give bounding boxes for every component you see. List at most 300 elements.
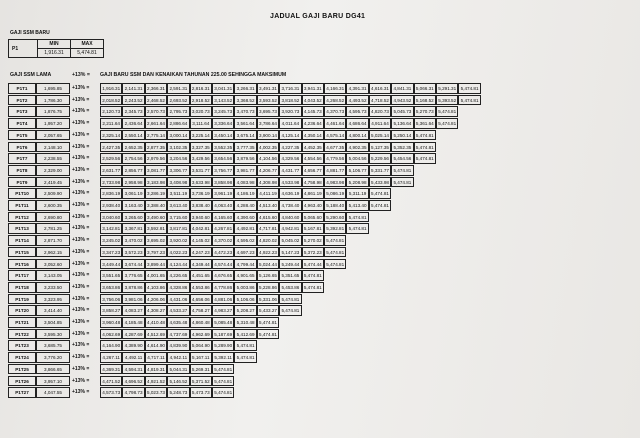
salary-step-cell: 3,900.14 [257,130,279,141]
salary-step-cell: 5,372.23 [302,247,324,258]
salary-step-cell: 3,838.40 [190,200,212,211]
salary-step-cell: 3,286.19 [145,188,167,199]
salary-step-cell: 2,550.14 [122,130,144,141]
salary-step-cell: 4,451.65 [190,270,212,281]
salary-step-cell: 4,471.52 [100,376,122,387]
salary-step-cell: 3,041.31 [212,83,234,94]
grade-cell: P1T16 [8,259,36,270]
salary-step-cell: 5,188.40 [324,200,346,211]
salary-step-cell: 4,492.81 [234,223,256,234]
salary-step-cell: 3,450.14 [212,130,234,141]
old-salary-cell: 2,329.00 [36,165,70,176]
salary-step-cell: 5,474.44 [302,259,324,270]
salary-step-cell: 2,366.31 [145,83,167,94]
salary-step-cell: 4,308.98 [257,177,279,188]
salary-step-cell: 3,367.81 [122,223,144,234]
salary-step-cell: 5,474.81 [257,329,279,340]
salary-step-cell: 4,226.65 [167,270,189,281]
salary-step-cell: 3,142.81 [100,223,122,234]
salary-step-cell: 4,083.27 [122,305,144,316]
salary-step-cell: 3,470.02 [122,235,144,246]
salary-step-cell: 3,899.44 [145,259,167,270]
salary-step-cell: 3,777.35 [234,142,256,153]
salary-step-cell: 4,962.69 [190,329,212,340]
grade-cell: P1T24 [8,352,36,363]
grade-cell: P1T26 [8,376,36,387]
salary-step-cell: 4,942.81 [279,223,301,234]
salary-step-cell: 3,674.44 [122,259,144,270]
salary-step-cell: 5,106.06 [234,294,256,305]
salary-step-cell: 5,453.86 [279,282,301,293]
salary-step-cell: 4,206.77 [257,165,279,176]
salary-step-cell: 5,146.52 [167,376,189,387]
salary-step-cell: 4,022.23 [167,247,189,258]
salary-step-cell: 4,921.52 [145,376,167,387]
salary-step-cell: 4,738.40 [279,200,301,211]
grade-cell: P1T14 [8,235,36,246]
salary-step-cell: 5,066.31 [414,83,436,94]
min-max-header-row [9,40,104,49]
salary-step-cell: 5,474.81 [436,118,458,129]
salary-step-cell: 4,614.90 [145,340,167,351]
salary-step-cell: 5,248.73 [167,387,189,398]
salary-step-cell: 3,327.35 [190,142,212,153]
salary-step-cell: 4,043.52 [302,95,324,106]
salary-step-cell: 5,474.81 [391,177,413,188]
salary-step-cell: 5,474.81 [414,153,436,164]
salary-step-cell: 4,758.98 [302,177,324,188]
salary-step-cell: 4,165.60 [212,212,234,223]
salary-step-cell: 2,570.73 [145,106,167,117]
salary-step-cell: 5,392.11 [212,352,234,363]
salary-step-cell: 4,063.40 [212,200,234,211]
salary-step-cell: 5,004.56 [346,153,368,164]
salary-step-cell: 3,491.31 [257,83,279,94]
old-salary-cell: 3,595.30 [36,329,70,340]
salary-step-cell: 5,126.65 [257,270,279,281]
salary-step-cell: 5,412.69 [234,329,256,340]
percent-label: +13% = [72,260,90,267]
salary-step-cell: 3,081.77 [145,165,167,176]
salary-step-cell: 2,733.98 [100,177,122,188]
salary-step-cell: 4,595.02 [234,235,256,246]
salary-step-cell: 4,656.06 [190,294,212,305]
old-salary-cell: 1,957.20 [36,118,70,129]
salary-step-cell: 2,631.77 [100,165,122,176]
salary-step-cell: 4,287.69 [122,329,144,340]
salary-step-cell: 5,229.56 [369,153,391,164]
salary-step-cell: 2,754.56 [122,153,144,164]
salary-step-cell: 4,125.14 [279,130,301,141]
salary-step-cell: 4,718.52 [369,95,391,106]
old-salary-cell: 3,866.65 [36,364,70,375]
salary-step-cell: 4,267.11 [100,352,122,363]
salary-step-cell: 3,756.06 [100,294,122,305]
salary-step-cell: 3,561.64 [234,118,256,129]
salary-step-cell: 4,573.73 [100,387,122,398]
salary-step-cell: 5,371.52 [190,376,212,387]
salary-step-cell: 5,474.81 [346,223,368,234]
salary-step-cell: 5,003.86 [234,282,256,293]
salary-step-cell: 4,594.31 [122,364,144,375]
salary-step-cell: 5,208.98 [346,177,368,188]
salary-step-cell: 3,265.60 [122,212,144,223]
salary-step-cell: 3,797.23 [145,247,167,258]
salary-step-cell: 4,472.23 [212,247,234,258]
percent-label: +13% = [72,131,90,138]
salary-step-cell: 3,695.02 [145,235,167,246]
salary-step-cell: 3,306.77 [167,165,189,176]
percent-label: +13% = [72,155,90,162]
old-salary-cell: 2,600.35 [36,200,70,211]
salary-step-cell: 4,595.73 [346,106,368,117]
salary-step-cell: 2,775.14 [145,130,167,141]
salary-step-cell: 3,368.52 [234,95,256,106]
salary-step-cell: 4,329.56 [279,153,301,164]
salary-step-cell: 3,756.77 [212,165,234,176]
salary-step-cell: 4,145.02 [190,235,212,246]
salary-step-cell: 4,922.23 [257,247,279,258]
salary-step-cell: 5,250.14 [391,130,413,141]
salary-step-cell: 5,228.86 [257,282,279,293]
salary-step-cell: 4,819.31 [145,364,167,375]
salary-step-cell: 4,103.86 [145,282,167,293]
min-max-empty-cell [9,40,38,58]
percent-label: +13% = [72,295,90,302]
salary-step-cell: 4,820.02 [257,235,279,246]
salary-step-cell: 3,695.73 [257,106,279,117]
salary-step-cell: 5,351.65 [279,270,301,281]
salary-step-cell: 3,347.23 [100,247,122,258]
percent-label: +13% = [72,108,90,115]
old-salary-cell: 3,957.10 [36,376,70,387]
salary-step-cell: 5,413.40 [346,200,368,211]
salary-step-cell: 4,533.27 [167,305,189,316]
salary-step-cell: 3,266.31 [234,83,256,94]
salary-step-cell: 3,858.98 [212,177,234,188]
old-salary-cell: 3,052.60 [36,259,70,270]
salary-step-cell: 4,911.64 [369,118,391,129]
salary-step-cell: 4,676.65 [212,270,234,281]
salary-step-cell: 4,574.44 [212,259,234,270]
salary-step-cell: 5,473.73 [190,387,212,398]
salary-step-cell: 3,653.86 [100,282,122,293]
salary-step-cell: 3,818.52 [279,95,301,106]
old-salary-cell: 3,143.05 [36,270,70,281]
percent-label: +13% = [72,96,90,103]
salary-step-cell: 4,370.02 [212,235,234,246]
salary-step-cell: 4,328.86 [167,282,189,293]
salary-step-cell: 2,979.56 [145,153,167,164]
salary-step-cell: 3,613.40 [167,200,189,211]
salary-step-cell: 4,349.44 [190,259,212,270]
percent-label: +13% = [72,365,90,372]
salary-step-cell: 4,350.14 [302,130,324,141]
salary-step-cell: 3,633.98 [190,177,212,188]
salary-step-cell: 5,064.90 [190,340,212,351]
percent-label: +13% = [72,166,90,173]
salary-step-cell: 5,025.14 [369,130,391,141]
new-salary-header: GAJI BARU SSM DAN KENAIKAN TAHUNAN 225.00 SEHINGGA MAKSIMUM [100,72,287,78]
salary-step-cell: 5,147.23 [279,247,301,258]
salary-step-cell: 5,352.35 [391,142,413,153]
percent-label: +13% = [72,85,90,91]
old-scheme-label: GAJI SSM LAMA [10,72,52,78]
salary-step-cell: 4,431.06 [167,294,189,305]
salary-step-cell: 4,461.64 [324,118,346,129]
salary-step-cell: 3,858.27 [100,305,122,316]
salary-step-cell: 4,983.98 [324,177,346,188]
max-header: MAX [71,40,104,49]
salary-step-cell: 4,389.90 [122,340,144,351]
old-salary-cell: 1,786.30 [36,95,70,106]
salary-step-cell: 4,636.19 [279,188,301,199]
salary-step-cell: 4,206.06 [145,294,167,305]
salary-step-cell: 4,677.35 [324,142,346,153]
salary-step-cell: 3,429.56 [190,153,212,164]
grade-cell: P1T8 [8,165,36,176]
salary-step-cell: 4,513.40 [257,200,279,211]
salary-step-cell: 5,270.02 [302,235,324,246]
salary-step-cell: 3,960.48 [100,317,122,328]
salary-step-cell: 4,901.65 [234,270,256,281]
salary-step-cell: 3,336.64 [212,118,234,129]
salary-step-cell: 4,001.65 [145,270,167,281]
salary-step-cell: 3,654.56 [212,153,234,164]
grade-cell: P1T15 [8,247,36,258]
salary-step-cell: 5,433.98 [369,177,391,188]
salary-step-cell: 4,164.90 [100,340,122,351]
percent-label: +13% = [72,190,90,197]
salary-step-cell: 2,018.52 [100,95,122,106]
salary-step-cell: 2,141.31 [122,83,144,94]
salary-step-cell: 4,902.35 [346,142,368,153]
salary-step-cell: 5,474.81 [414,130,436,141]
max-value: 5,474.81 [71,49,104,58]
salary-step-cell: 3,245.02 [100,235,122,246]
salary-step-cell: 5,167.81 [302,223,324,234]
old-salary-cell: 2,509.90 [36,188,70,199]
salary-step-cell: 5,474.81 [234,352,256,363]
salary-step-cell: 5,474.81 [436,106,458,117]
grade-cell: P1T23 [8,340,36,351]
salary-step-cell: 5,311.19 [346,188,368,199]
salary-step-cell: 5,269.31 [190,364,212,375]
salary-step-cell: 5,024.44 [257,259,279,270]
salary-step-cell: 3,449.44 [100,259,122,270]
salary-step-cell: 2,243.52 [122,95,144,106]
salary-step-cell: 5,085.48 [212,317,234,328]
document-title: JADUAL GAJI BARU DG41 [270,13,366,20]
old-salary-cell: 2,781.25 [36,223,70,234]
salary-step-cell: 4,124.44 [167,259,189,270]
salary-step-cell: 4,841.31 [391,83,413,94]
salary-step-cell: 3,552.35 [212,142,234,153]
percent-label: +13% = [72,307,90,314]
percent-label: +13% = [72,143,90,150]
salary-step-cell: 5,454.56 [391,153,413,164]
salary-step-cell: 5,474.81 [212,364,234,375]
salary-step-cell: 5,270.73 [414,106,436,117]
salary-step-cell: 2,918.52 [190,95,212,106]
salary-step-cell: 4,186.19 [234,188,256,199]
salary-step-cell: 4,369.31 [100,364,122,375]
old-salary-cell: 2,057.65 [36,130,70,141]
salary-step-cell: 4,554.56 [302,153,324,164]
salary-step-cell: 3,388.40 [145,200,167,211]
salary-step-cell: 5,291.31 [436,83,458,94]
salary-step-cell: 5,086.19 [324,188,346,199]
salary-step-cell: 4,062.69 [100,329,122,340]
salary-step-cell: 4,452.35 [302,142,324,153]
salary-step-cell: 2,661.64 [145,118,167,129]
salary-step-cell: 4,686.64 [346,118,368,129]
salary-step-cell: 5,474.81 [212,376,234,387]
salary-step-cell: 3,020.73 [190,106,212,117]
grade-cell: P1T7 [8,153,36,164]
salary-step-cell: 3,981.06 [122,294,144,305]
salary-step-cell: 5,249.44 [279,259,301,270]
salary-step-cell: 4,717.81 [257,223,279,234]
salary-step-cell: 5,474.81 [302,270,324,281]
salary-step-cell: 5,310.48 [234,317,256,328]
old-salary-cell: 2,962.15 [36,247,70,258]
salary-step-cell: 4,696.52 [122,376,144,387]
percent-label: +13% = [72,272,90,279]
salary-step-cell: 3,204.56 [167,153,189,164]
old-salary-cell: 2,419.45 [36,177,70,188]
old-salary-cell: 3,414.40 [36,305,70,316]
old-salary-cell: 3,685.75 [36,340,70,351]
salary-step-cell: 3,408.98 [167,177,189,188]
grade-cell: P1T13 [8,223,36,234]
grade-cell: P1T1 [8,83,36,94]
salary-step-cell: 5,474.81 [279,305,301,316]
salary-step-cell: 3,941.31 [302,83,324,94]
salary-step-cell: 4,553.86 [190,282,212,293]
old-salary-cell: 2,238.55 [36,153,70,164]
salary-step-cell: 4,247.23 [190,247,212,258]
salary-step-cell: 2,938.40 [100,200,122,211]
salary-step-cell: 4,758.27 [190,305,212,316]
percent-label: +13% = [72,178,90,185]
salary-step-cell: 4,983.27 [212,305,234,316]
salary-step-cell: 3,786.64 [257,118,279,129]
salary-step-cell: 3,111.64 [190,118,212,129]
salary-step-cell: 5,289.90 [212,340,234,351]
salary-step-cell: 4,166.31 [324,83,346,94]
salary-step-cell: 4,533.98 [279,177,301,188]
old-salary-cell: 4,047.55 [36,387,70,398]
salary-step-cell: 4,942.11 [167,352,189,363]
salary-step-cell: 3,920.73 [279,106,301,117]
grade-cell: P1T3 [8,106,36,117]
min-max-grade: P1 [12,45,19,52]
salary-step-cell: 2,529.56 [100,153,122,164]
salary-step-cell: 3,102.35 [167,142,189,153]
salary-step-cell: 4,575.14 [324,130,346,141]
grade-cell: P1T21 [8,317,36,328]
salary-step-cell: 5,168.52 [414,95,436,106]
salary-step-cell: 4,236.64 [302,118,324,129]
salary-step-cell: 2,958.98 [122,177,144,188]
salary-step-cell: 3,817.81 [167,223,189,234]
salary-step-cell: 2,427.35 [100,142,122,153]
percent-label: +13% = [72,120,90,127]
salary-step-cell: 3,593.52 [257,95,279,106]
salary-step-cell: 5,106.77 [346,165,368,176]
salary-step-cell: 4,778.86 [212,282,234,293]
percent-label: +13% = [72,342,90,349]
salary-step-cell: 3,940.60 [190,212,212,223]
salary-step-cell: 3,490.60 [145,212,167,223]
salary-step-cell: 4,268.52 [324,95,346,106]
salary-step-cell: 3,470.73 [234,106,256,117]
grade-cell: P1T6 [8,142,36,153]
salary-step-cell: 5,045.73 [391,106,413,117]
salary-step-cell: 4,002.35 [257,142,279,153]
salary-step-cell: 5,331.77 [369,165,391,176]
percent-label: +13% = [72,354,90,361]
salary-step-cell: 2,816.31 [190,83,212,94]
salary-step-cell: 5,023.73 [145,387,167,398]
old-salary-cell: 3,323.95 [36,294,70,305]
salary-step-cell: 5,044.31 [167,364,189,375]
salary-step-cell: 4,390.60 [234,212,256,223]
old-salary-cell: 3,233.50 [36,282,70,293]
salary-step-cell: 2,836.19 [100,188,122,199]
salary-step-cell: 4,943.52 [391,95,413,106]
salary-step-cell: 5,045.02 [279,235,301,246]
grade-cell: P1T5 [8,130,36,141]
salary-step-cell: 4,370.73 [324,106,346,117]
salary-step-cell: 3,183.98 [145,177,167,188]
salary-step-cell: 4,411.19 [257,188,279,199]
percent-label: +13% = [72,213,90,220]
percent-label: +13% = [72,202,90,208]
percent-label: +13% = [72,319,90,325]
salary-step-cell: 3,000.14 [167,130,189,141]
salary-step-cell: 4,308.27 [145,305,167,316]
salary-step-cell: 4,492.11 [122,352,144,363]
salary-step-cell: 4,145.73 [302,106,324,117]
salary-step-cell: 5,474.81 [346,212,368,223]
grade-cell: P1T2 [8,95,36,106]
salary-step-cell: 4,820.73 [369,106,391,117]
min-header: MIN [38,40,71,49]
salary-step-cell: 5,136.64 [391,118,413,129]
salary-step-cell: 5,127.35 [369,142,391,153]
salary-step-cell: 2,886.64 [167,118,189,129]
salary-step-cell: 3,715.60 [167,212,189,223]
salary-step-cell: 3,776.65 [122,270,144,281]
percent-label: +13% = [72,330,90,337]
salary-step-cell: 4,011.64 [279,118,301,129]
salary-step-cell: 5,392.81 [324,223,346,234]
old-salary-cell: 1,695.85 [36,83,70,94]
salary-step-cell: 3,592.81 [145,223,167,234]
salary-step-cell: 3,879.56 [234,153,256,164]
salary-step-cell: 5,361.64 [414,118,436,129]
salary-step-cell: 5,474.81 [414,142,436,153]
salary-step-cell: 3,225.14 [190,130,212,141]
salary-step-cell: 4,779.56 [324,153,346,164]
salary-step-cell: 2,693.52 [167,95,189,106]
salary-step-cell: 4,615.60 [257,212,279,223]
grade-cell: P1T18 [8,282,36,293]
grade-cell: P1T9 [8,177,36,188]
percent-label: +13% = [72,389,90,396]
